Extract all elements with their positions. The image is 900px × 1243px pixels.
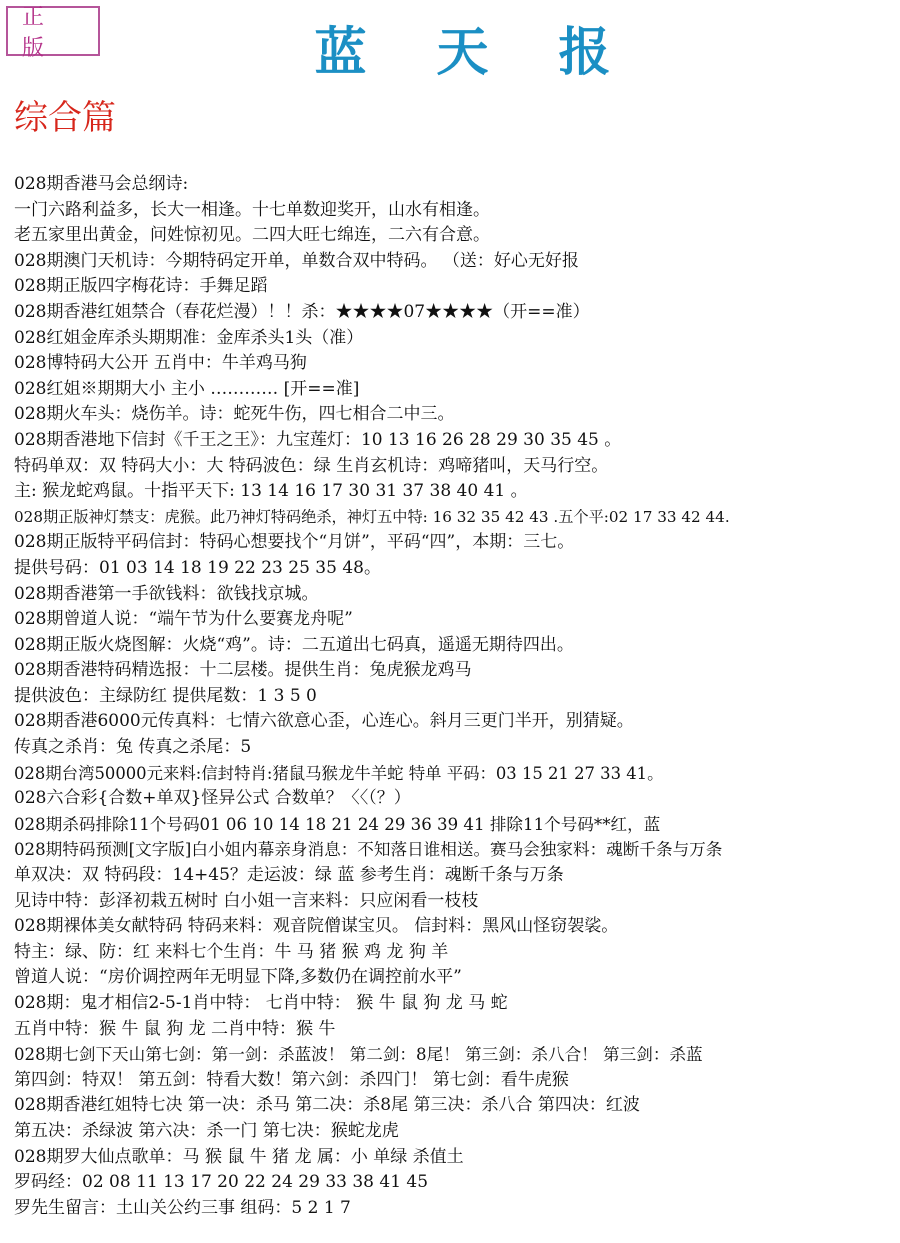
text-line: 028博特码大公开 五肖中：牛羊鸡马狗 (14, 353, 307, 374)
text-line: 028期香港第一手欲钱料：欲钱找京城。 (14, 583, 319, 604)
text-line: 特码单双：双 特码大小：大 特码波色：绿 生肖玄机诗：鸡啼猪叫，天马行空。 (14, 455, 609, 476)
text-line: 第四剑：特双！ 第五剑：特看大数！第六剑：杀四门！ 第七剑：看牛虎猴 (14, 1069, 569, 1090)
text-line: 提供波色：主绿防红 提供尾数：1 3 5 0 (14, 685, 317, 706)
text-line: 028期澳门天机诗：今期特码定开单，单数合双中特码。 （送：好心无好报 (14, 250, 579, 271)
text-line: 028期正版特平码信封：特码心想要找个“月饼”，平码“四”，本期：三七。 (14, 532, 575, 553)
text-line: 特主：绿、防：红 来料七个生肖：牛 马 猪 猴 鸡 龙 狗 羊 (14, 941, 449, 962)
text-line: 主: 猴龙蛇鸡鼠。十指平天下: 13 14 16 17 30 31 37 38 40 41 。 (14, 481, 528, 502)
text-line: 028红姐金库杀头期期准：金库杀头1头（准） (14, 327, 364, 348)
text-line: 028期裸体美女献特码 特码来料：观音院僧谋宝贝。 信封料：黑风山怪窃袈裟。 (14, 916, 619, 937)
text-line: 028期香港地下信封《千王之王》：九宝莲灯：10 13 16 26 28 29 30 35 45 。 (14, 429, 622, 450)
text-line: 028期香港特码精选报：十二层楼。提供生肖：兔虎猴龙鸡马 (14, 660, 472, 681)
text-line: 028期正版四字梅花诗：手舞足蹈 (14, 276, 268, 297)
text-line: 传真之杀肖：兔 传真之杀尾：5 (14, 737, 252, 758)
text-line: 曾道人说：“房价调控两年无明显下降,多数仍在调控前水平” (14, 967, 462, 988)
text-line: 028期特码预测[文字版]白小姐内幕亲身消息：不知落日谁相送。赛马会独家料：魂断千条与万条 (14, 840, 723, 860)
newspaper-title: 蓝天报 (314, 22, 681, 83)
section-title: 综合篇 (14, 98, 116, 138)
text-line: 罗码经：02 08 11 13 17 20 22 24 29 33 38 41 45 (14, 1172, 429, 1193)
text-line: 见诗中特：彭泽初栽五树时 白小姐一言来料：只应闲看一枝枝 (14, 890, 479, 911)
text-line: 028红姐※期期大小 主小 ………… [开==准] (14, 378, 360, 399)
text-line: 028期香港6000元传真料：七情六欲意心歪，心连心。斜月三更门半开，别猜疑。 (14, 711, 634, 732)
text-line: 028期台湾50000元来料:信封特肖:猪鼠马猴龙牛羊蛇 特单 平码：03 15 21 27 33 41。 (14, 763, 664, 783)
text-line: 罗先生留言：土山关公约三事 组码：5 2 1 7 (14, 1197, 351, 1218)
text-line: 老五家里出黄金，问姓惊初见。二四大旺七绵连，二六有合意。 (14, 225, 490, 246)
text-line: 028六合彩{合数+单双}怪异公式 合数单？〈〈（？） (14, 788, 411, 809)
edition-badge: 正 版 (6, 6, 100, 56)
text-line: 028期香港红姐禁合（春花烂漫）！！杀：★★★★07★★★★（开==准） (14, 301, 590, 322)
text-line: 028期香港马会总纲诗: (14, 174, 189, 194)
text-line: 028期火车头：烧伤羊。诗：蛇死牛伤，四七相合二中三。 (14, 404, 455, 425)
text-line: 028期杀码排除11个号码01 06 10 14 18 21 24 29 36 39 41 排除11个号码**红，蓝 (14, 814, 661, 834)
text-line: 五肖中特：猴 牛 鼠 狗 龙 二肖中特：猴 牛 (14, 1018, 336, 1039)
text-line: 028期香港红姐特七决 第一决：杀马 第二决：杀8尾 第三决：杀八合 第四决：红波 (14, 1095, 640, 1116)
text-line: 一门六路利益多，长大一相逢。十七单数迎奖开，山水有相逢。 (14, 199, 490, 220)
text-line: 提供号码：01 03 14 18 19 22 23 25 35 48。 (14, 557, 381, 578)
text-line: 028期：鬼才相信2-5-1肖中特： 七肖中特： 猴 牛 鼠 狗 龙 马 蛇 (14, 993, 508, 1013)
text-line: 028期正版火烧图解：火烧“鸡”。诗：二五道出七码真，遥遥无期待四出。 (14, 634, 574, 655)
article-body (14, 172, 894, 1221)
text-line: 第五决：杀绿波 第六决：杀一门 第七决：猴蛇龙虎 (14, 1120, 399, 1141)
text-line: 028期罗大仙点歌单：马 猴 鼠 牛 猪 龙 属：小 单绿 杀值土 (14, 1146, 464, 1167)
text-line: 028期七剑下天山第七剑：第一剑：杀蓝波！ 第二剑：8尾！ 第三剑：杀八合！ 第三剑：杀蓝 (14, 1045, 703, 1065)
text-line: 单双决：双 特码段：14+45？走运波：绿 蓝 参考生肖：魂断千条与万条 (14, 865, 564, 886)
text-line: 028期正版神灯禁支：虎猴。此乃神灯特码绝杀，神灯五中特: 16 32 35 42 43 .五个平:02 17 33 42 44. (14, 507, 730, 526)
text-line: 028期曾道人说：“端午节为什么要赛龙舟呢” (14, 609, 353, 630)
